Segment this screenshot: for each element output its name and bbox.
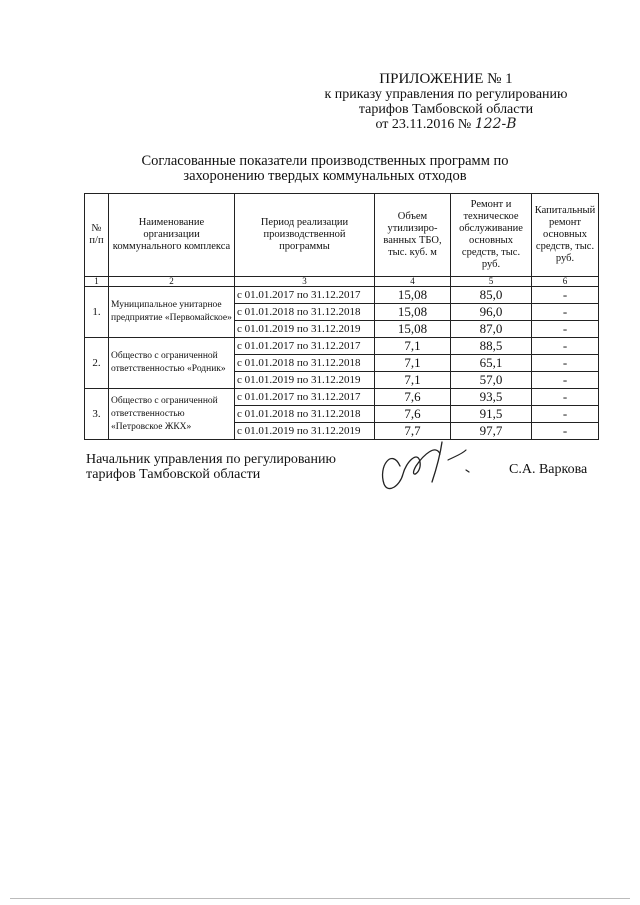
period-cell: с 01.01.2019 по 31.12.2019 (235, 321, 375, 338)
period-cell: с 01.01.2019 по 31.12.2019 (235, 372, 375, 389)
volume-cell: 7,1 (375, 372, 451, 389)
organization-name: Общество с ограниченной ответственностью «Петровское ЖКХ» (109, 389, 235, 440)
volume-cell: 7,7 (375, 423, 451, 440)
repair-cell: 93,5 (451, 389, 532, 406)
column-header: Объем утилизиро-ванных ТБО, тыс. куб. м (375, 194, 451, 277)
document-title-line1: Согласованные показатели производственных программ по (141, 153, 509, 169)
volume-cell: 7,6 (375, 406, 451, 423)
organization-name: Общество с ограниченной ответственностью «Родник» (109, 338, 235, 389)
capital-repair-cell: - (532, 372, 599, 389)
capital-repair-cell: - (532, 406, 599, 423)
appendix-date-row (296, 117, 596, 132)
column-number: 1 (85, 277, 109, 287)
volume-cell: 7,6 (375, 389, 451, 406)
signatory-position (86, 452, 336, 482)
appendix-authority-line: тарифов Тамбовской области (358, 102, 534, 117)
document-title (120, 154, 530, 184)
capital-repair-cell: - (532, 423, 599, 440)
row-index: 1. (85, 287, 109, 338)
row-index: 2. (85, 338, 109, 389)
column-number: 2 (109, 277, 235, 287)
column-header: Наименование организации коммунального комплекса (109, 194, 235, 277)
appendix-order-line: к приказу управления по регулированию (324, 87, 568, 102)
position-line2: тарифов Тамбовской области (86, 467, 261, 482)
repair-cell: 57,0 (451, 372, 532, 389)
document-title-line2: захоронению твердых коммунальных отходов (183, 168, 467, 184)
capital-repair-cell: - (532, 389, 599, 406)
repair-cell: 65,1 (451, 355, 532, 372)
period-cell: с 01.01.2018 по 31.12.2018 (235, 406, 375, 423)
capital-repair-cell: - (532, 338, 599, 355)
handwritten-order-number: 122-В (474, 116, 517, 132)
column-number: 3 (235, 277, 375, 287)
repair-cell: 91,5 (451, 406, 532, 423)
period-cell: с 01.01.2019 по 31.12.2019 (235, 423, 375, 440)
column-number-row (85, 277, 599, 287)
appendix-header (296, 72, 596, 132)
repair-cell: 87,0 (451, 321, 532, 338)
capital-repair-cell: - (532, 355, 599, 372)
capital-repair-cell: - (532, 321, 599, 338)
period-cell: с 01.01.2018 по 31.12.2018 (235, 304, 375, 321)
column-header: № п/п (85, 194, 109, 277)
period-cell: с 01.01.2017 по 31.12.2017 (235, 287, 375, 304)
column-header: Капитальный ремонт основных средств, тыс. руб. (532, 194, 599, 277)
volume-cell: 7,1 (375, 338, 451, 355)
column-number: 5 (451, 277, 532, 287)
volume-cell: 7,1 (375, 355, 451, 372)
period-cell: с 01.01.2017 по 31.12.2017 (235, 338, 375, 355)
capital-repair-cell: - (532, 287, 599, 304)
column-number: 6 (532, 277, 599, 287)
volume-cell: 15,08 (375, 304, 451, 321)
volume-cell: 15,08 (375, 287, 451, 304)
table-row (85, 338, 599, 355)
page-edge-line (10, 898, 630, 899)
repair-cell: 97,7 (451, 423, 532, 440)
table-row (85, 389, 599, 406)
table-row (85, 287, 599, 304)
handwritten-signature (370, 436, 490, 496)
period-cell: с 01.01.2017 по 31.12.2017 (235, 389, 375, 406)
repair-cell: 88,5 (451, 338, 532, 355)
signer-name: С.А. Варкова (509, 462, 588, 477)
appendix-title: ПРИЛОЖЕНИЕ № 1 (379, 71, 513, 87)
position-line1: Начальник управления по регулированию (86, 452, 336, 467)
organization-name: Муниципальное унитарное предприятие «Первомайское» (109, 287, 235, 338)
row-index: 3. (85, 389, 109, 440)
indicators-table (84, 193, 599, 440)
column-number: 4 (375, 277, 451, 287)
repair-cell: 85,0 (451, 287, 532, 304)
period-cell: с 01.01.2018 по 31.12.2018 (235, 355, 375, 372)
capital-repair-cell: - (532, 304, 599, 321)
column-header: Период реализации производственной программы (235, 194, 375, 277)
volume-cell: 15,08 (375, 321, 451, 338)
table-header-row (85, 194, 599, 277)
repair-cell: 96,0 (451, 304, 532, 321)
column-header: Ремонт и техническое обслуживание основных средств, тыс. руб. (451, 194, 532, 277)
appendix-date: от 23.11.2016 № (375, 117, 472, 132)
